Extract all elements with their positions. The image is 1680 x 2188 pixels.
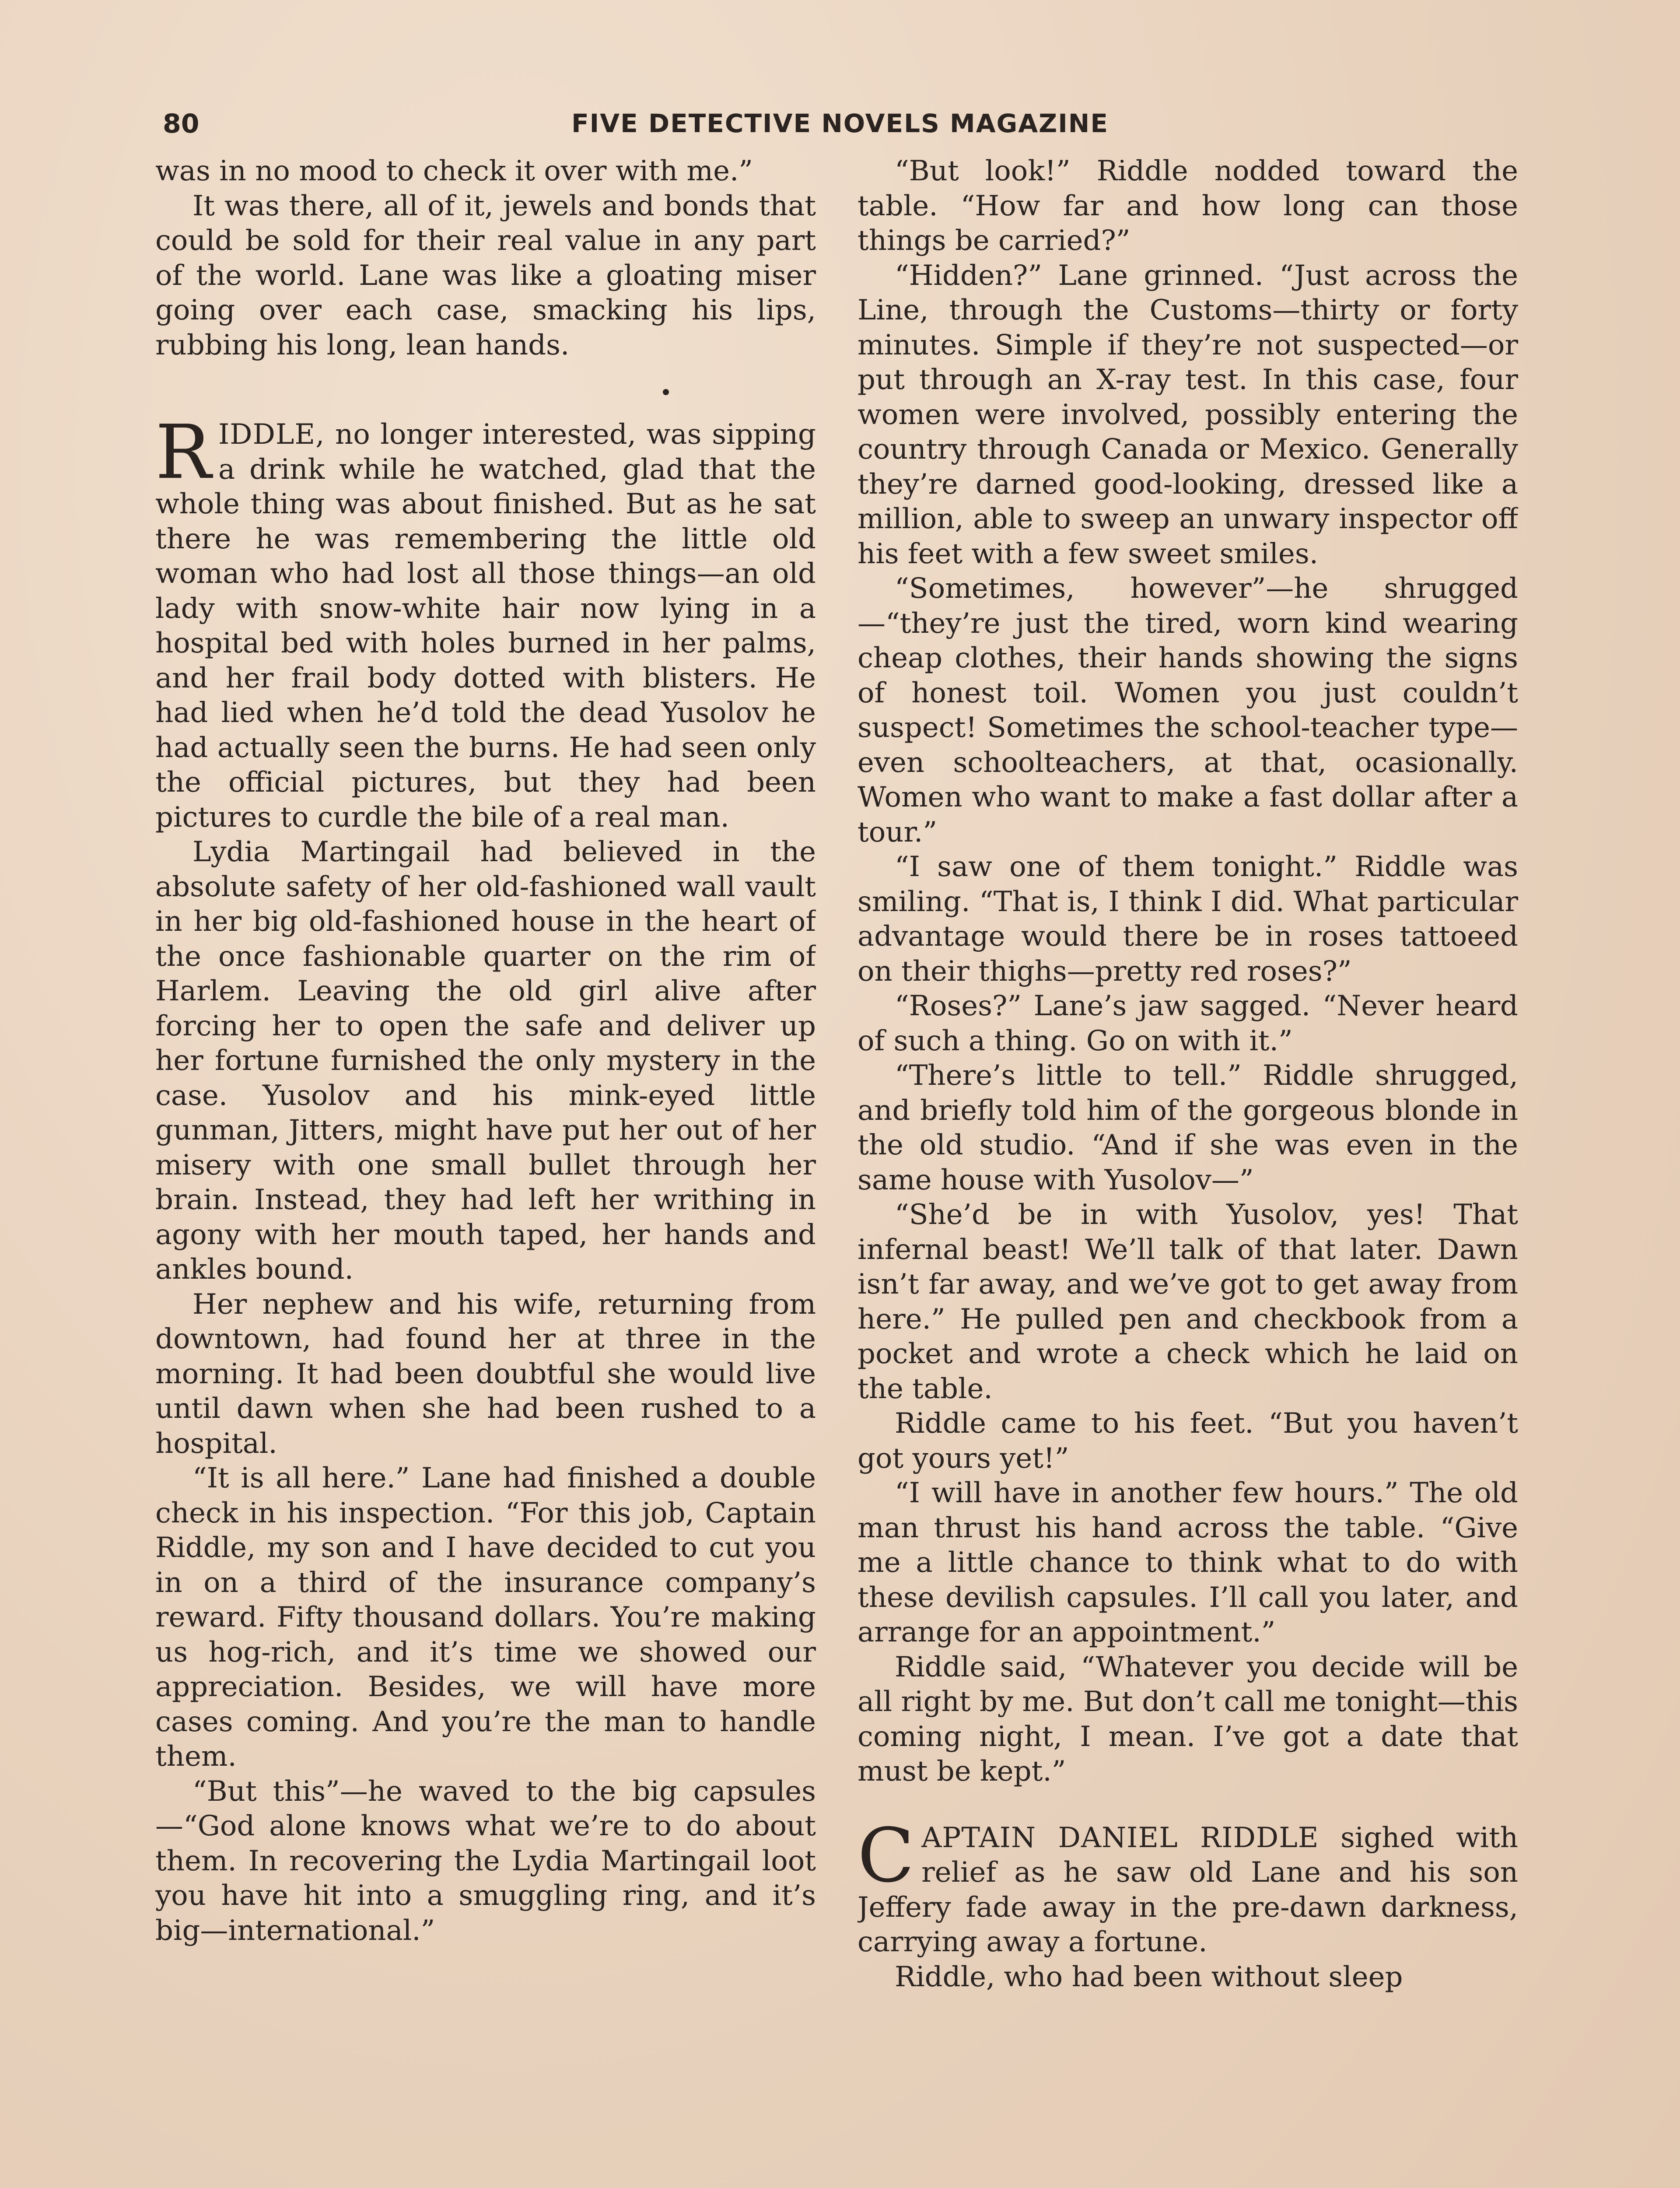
paragraph-text: sighed with relief as he saw old Lane and his son Jeffery fade away in the pre-dawn darkness, carrying away a fortune.: [858, 1821, 1518, 1958]
paragraph: “Hidden?” Lane grinned. “Just across the Line, through the Customs—thirty or forty minutes. Simple if they’re not suspected—or put through an X-ray test. In this case, four women were involved, possibly entering the country through Canada or Mexico. Generally they’re darned good-looking, dressed like a million, able to sweep an unwary inspector off his feet with a few sweet smiles.: [858, 259, 1518, 570]
left-column: [155, 154, 816, 2188]
section-break: [155, 363, 816, 417]
section-first-paragraph: [858, 1812, 1518, 1960]
paragraph: “Sometimes, however”—he shrugged —“they’re just the tired, worn kind wearing cheap clothes, their hands showing the signs of honest toil. Women you just couldn’t suspect! Sometimes the school-teacher type—even schoolteachers, at that, ocasionally. Women who want to make a fast dollar after a tour.”: [858, 572, 1518, 849]
section-break-dot: [663, 389, 669, 395]
paragraph: “I will have in another few hours.” The old man thrust his hand across the table. “Give me a little chance to think what to do with these devilish capsules. I’ll call you later, and arrange for an appointment.”: [858, 1477, 1518, 1648]
paragraph: “It is all here.” Lane had finished a double check in his inspection. “For this job, Captain Riddle, my son and I have decided to cut you in on a third of the insurance company’s reward. Fifty thousand dollars. You’re making us hog-rich, and it’s time we showed our appreciation. Besides, we will have more cases coming. And you’re the man to handle them.: [155, 1462, 816, 1773]
paragraph: Lydia Martingail had believed in the absolute safety of her old-fashioned wall vault in her big old-fashioned house in the heart of the once fashionable quarter on the rim of Harlem. Leaving the old girl alive after forcing her to open the safe and deliver up her fortune furnished the only mystery in the case. Yusolov and his mink-eyed little gunman, Jitters, might have put her out of her misery with one small bullet through her brain. Instead, they had left her writhing in agony with her mouth taped, her hands and ankles bound.: [155, 836, 816, 1286]
lead-caps: APTAIN DANIEL RIDDLE: [921, 1821, 1319, 1854]
paragraph: “I saw one of them tonight.” Riddle was smiling. “That is, I think I did. What particular advantage would there be in roses tattoeed on their thighs—pretty red roses?”: [858, 851, 1518, 988]
paragraph: Riddle said, “Whatever you decide will be all right by me. But don’t call me tonight—this coming night, I mean. I’ve got a date that must be kept.”: [858, 1651, 1518, 1788]
drop-cap: C: [858, 1812, 915, 1899]
drop-cap: R: [155, 409, 211, 496]
paragraph: was in no mood to check it over with me.”: [155, 155, 753, 187]
paragraph-text: no longer interested, was sipping a drink while he watched, glad that the whole thing was about finished. But as he sat there he was remembering the little old woman who had lost all those things—an old lady with snow-white hair now lying in a hospital bed with holes burned in her palms, and her frail body dotted with blisters. He had lied when he’d told the dead Yusolov he had actually seen the burns. He had seen only the official pictures, but they had been pictures to curdle the bile of a real man.: [155, 418, 816, 834]
paragraph: “She’d be in with Yusolov, yes! That infernal beast! We’ll talk of that later. Dawn isn’t far away, and we’ve got to get away from here.” He pulled pen and checkbook from a pocket and wrote a check which he laid on the table.: [858, 1199, 1518, 1405]
section-space: [858, 1789, 1518, 1821]
paragraph: “There’s little to tell.” Riddle shrugged, and briefly told him of the gorgeous blonde in the old studio. “And if she was even in the same house with Yusolov—”: [858, 1059, 1518, 1196]
section-first-paragraph: [155, 409, 816, 835]
right-column: [858, 154, 1518, 2188]
running-head: FIVE DETECTIVE NOVELS MAGAZINE: [571, 109, 1109, 138]
paragraph: Her nephew and his wife, returning from downtown, had found her at three in the morning. It had been doubtful she would live until dawn when she had been rushed to a hospital.: [155, 1288, 816, 1460]
paragraph: Riddle, who had been without sleep: [895, 1960, 1403, 1993]
paragraph: Riddle came to his feet. “But you haven’t got yours yet!”: [858, 1407, 1518, 1475]
lead-caps: IDDLE,: [218, 418, 325, 451]
paragraph: “But this”—he waved to the big capsules—“God alone knows what we’re to do about them. In recovering the Lydia Martingail loot you have hit into a smuggling ring, and it’s big—international.”: [155, 1775, 816, 1947]
paragraph: “Roses?” Lane’s jaw sagged. “Never heard of such a thing. Go on with it.”: [858, 990, 1518, 1057]
page-number: 80: [163, 109, 200, 139]
paragraph: “But look!” Riddle nodded toward the table. “How far and how long can those things be carried?”: [858, 155, 1518, 257]
paragraph: It was there, all of it, jewels and bonds that could be sold for their real value in any part of the world. Lane was like a gloating miser going over each case, smacking his lips, rubbing his long, lean hands.: [155, 189, 816, 361]
